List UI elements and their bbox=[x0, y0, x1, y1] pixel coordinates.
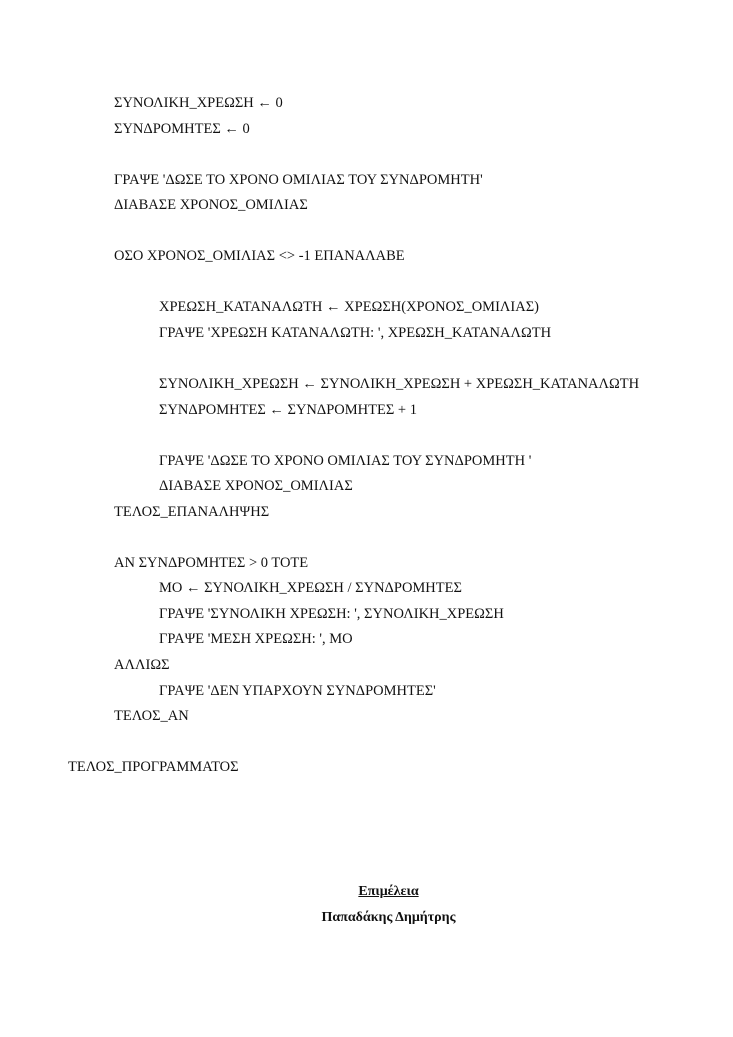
code-line: ΧΡΕΩΣΗ_ΚΑΤΑΝΑΛΩΤΗ ← ΧΡΕΩΣΗ(ΧΡΟΝΟΣ_ΟΜΙΛΙΑΣ) bbox=[159, 299, 539, 316]
code-line: ΓΡΑΨΕ 'ΧΡΕΩΣΗ ΚΑΤΑΝΑΛΩΤΗ: ', ΧΡΕΩΣΗ_ΚΑΤΑΝΑΛΩΤΗ bbox=[159, 324, 552, 341]
code-line: ΤΕΛΟΣ_ΕΠΑΝΑΛΗΨΗΣ bbox=[114, 503, 270, 520]
code-line: ΔΙΑΒΑΣΕ ΧΡΟΝΟΣ_ΟΜΙΛΙΑΣ bbox=[114, 197, 308, 214]
code-line: ΜΟ ← ΣΥΝΟΛΙΚΗ_ΧΡΕΩΣΗ / ΣΥΝΔΡΟΜΗΤΕΣ bbox=[159, 580, 462, 597]
code-line: ΤΕΛΟΣ_ΠΡΟΓΡΑΜΜΑΤΟΣ bbox=[68, 759, 239, 776]
code-line: ΓΡΑΨΕ 'ΔΩΣΕ ΤΟ ΧΡΟΝΟ ΟΜΙΛΙΑΣ ΤΟΥ ΣΥΝΔΡΟΜΗΤΗ ' bbox=[159, 452, 532, 469]
blank-line bbox=[0, 730, 733, 756]
code-line: ΑΝ ΣΥΝΔΡΟΜΗΤΕΣ > 0 ΤΟΤΕ bbox=[114, 554, 309, 571]
blank-line bbox=[0, 219, 733, 245]
code-line: ΣΥΝΔΡΟΜΗΤΕΣ ← 0 bbox=[114, 120, 250, 137]
blank-line bbox=[0, 142, 733, 168]
code-line: ΓΡΑΨΕ 'ΣΥΝΟΛΙΚΗ ΧΡΕΩΣΗ: ', ΣΥΝΟΛΙΚΗ_ΧΡΕΩΣΗ bbox=[159, 605, 504, 622]
signature-title: Επιμέλεια bbox=[358, 884, 419, 899]
code-line: ΣΥΝΟΛΙΚΗ_ΧΡΕΩΣΗ ← ΣΥΝΟΛΙΚΗ_ΧΡΕΩΣΗ + ΧΡΕΩΣΗ_ΚΑΤΑΝΑΛΩΤΗ bbox=[159, 376, 640, 393]
blank-line bbox=[0, 270, 733, 296]
pseudocode-listing bbox=[0, 91, 733, 781]
code-line: ΑΛΛΙΩΣ bbox=[114, 657, 170, 674]
code-line: ΔΙΑΒΑΣΕ ΧΡΟΝΟΣ_ΟΜΙΛΙΑΣ bbox=[159, 478, 353, 495]
signature-name: Παπαδάκης Δημήτρης bbox=[321, 910, 456, 925]
code-line: ΟΣΟ ΧΡΟΝΟΣ_ΟΜΙΛΙΑΣ <> -1 ΕΠΑΝΑΛΑΒΕ bbox=[114, 248, 405, 265]
code-line: ΣΥΝΔΡΟΜΗΤΕΣ ← ΣΥΝΔΡΟΜΗΤΕΣ + 1 bbox=[159, 401, 417, 418]
code-line: ΓΡΑΨΕ 'ΔΩΣΕ ΤΟ ΧΡΟΝΟ ΟΜΙΛΙΑΣ ΤΟΥ ΣΥΝΔΡΟΜΗΤΗ' bbox=[114, 171, 483, 188]
code-line: ΤΕΛΟΣ_ΑΝ bbox=[114, 708, 189, 725]
code-line: ΓΡΑΨΕ 'ΔΕΝ ΥΠΑΡΧΟΥΝ ΣΥΝΔΡΟΜΗΤΕΣ' bbox=[159, 682, 436, 699]
code-line: ΓΡΑΨΕ 'ΜΕΣΗ ΧΡΕΩΣΗ: ', ΜΟ bbox=[159, 631, 353, 648]
blank-line bbox=[0, 423, 733, 449]
blank-line bbox=[0, 346, 733, 372]
code-line: ΣΥΝΟΛΙΚΗ_ΧΡΕΩΣΗ ← 0 bbox=[114, 95, 283, 111]
blank-line bbox=[0, 525, 733, 551]
